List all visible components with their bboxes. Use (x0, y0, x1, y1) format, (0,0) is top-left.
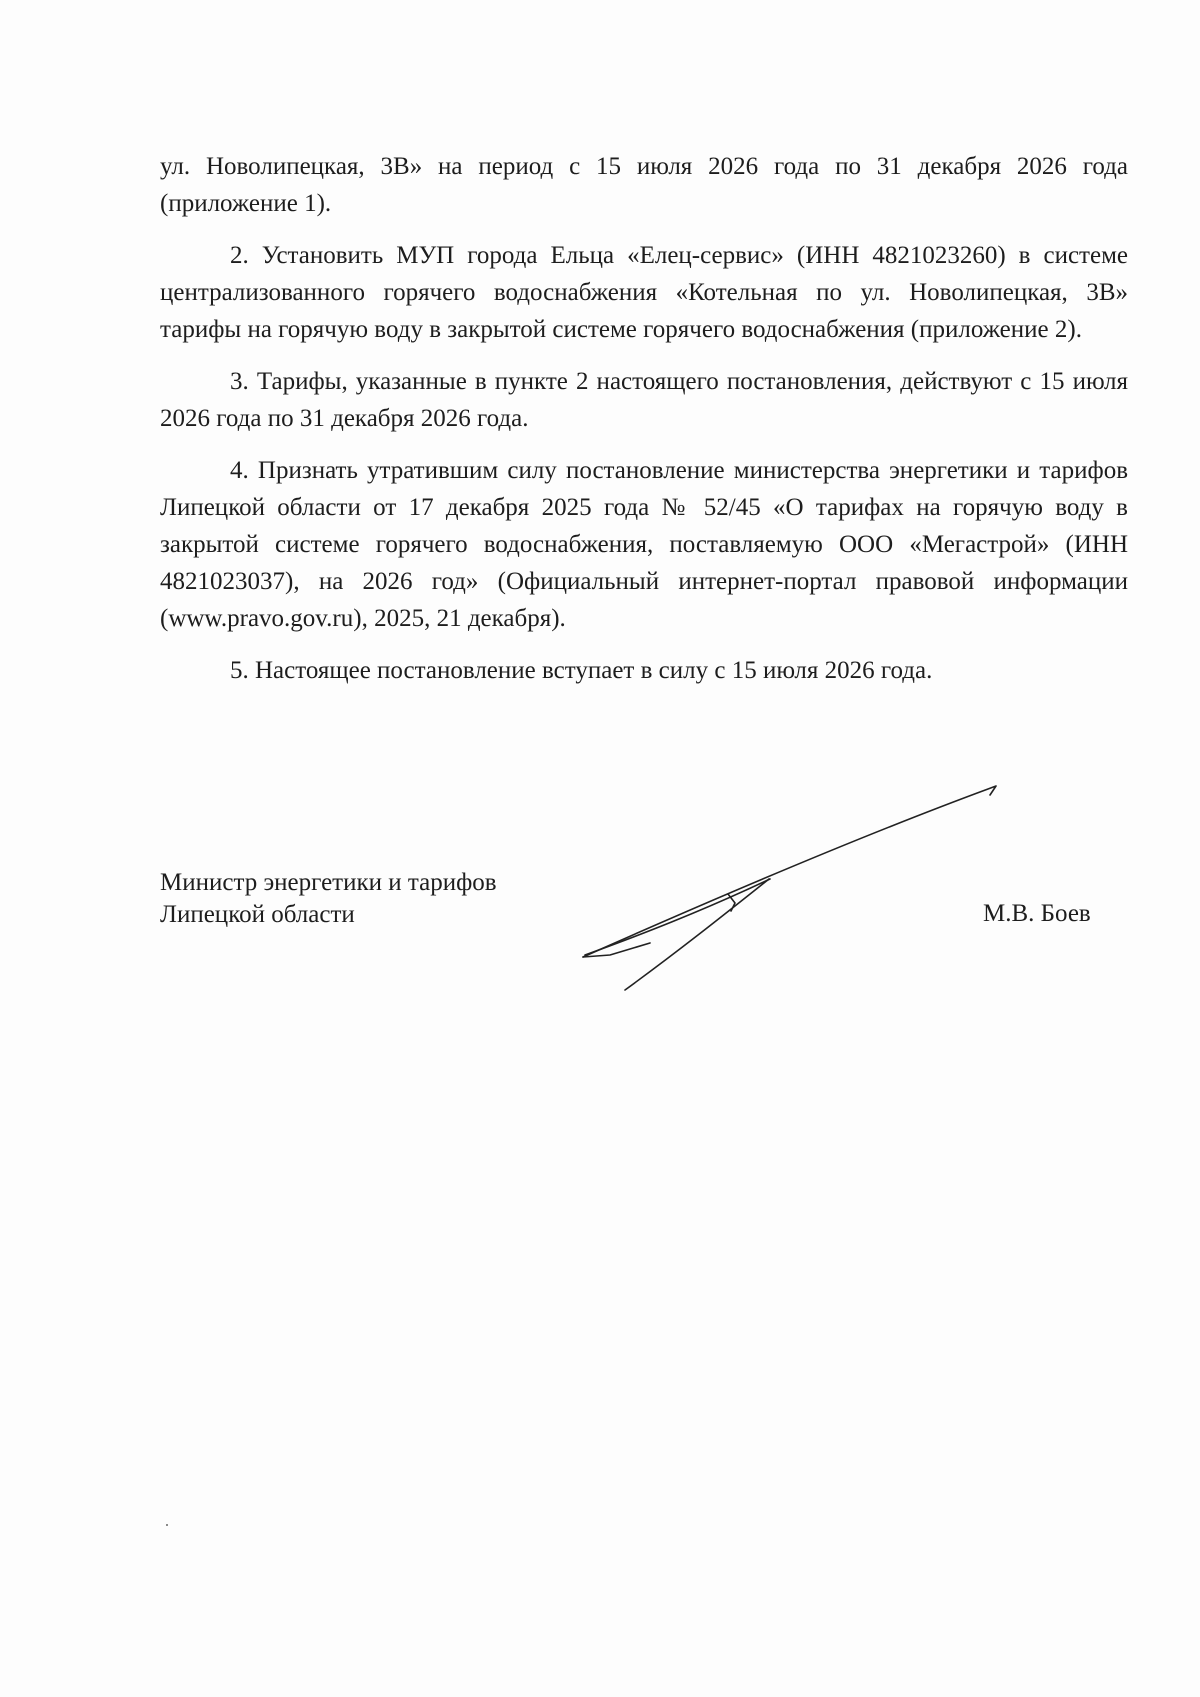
document-body (160, 148, 1128, 704)
signatory-position-line-2: Липецкой области (160, 901, 355, 928)
signatory-name: М.В. Боев (983, 900, 1091, 927)
paragraph-item-2: 2. Установить МУП города Ельца «Елец-сервис» (ИНН 4821023260) в системе централизованного горячего водоснабжения «Котельная по ул. Новолипецкая, 3В» тарифы на горячую воду в закрытой системе горячего водоснабжения (приложение 2). (160, 242, 1128, 343)
signatory-position (160, 867, 497, 931)
paragraph-continuation: ул. Новолипецкая, 3В» на период с 15 июля 2026 года по 31 декабря 2026 года (приложение 1). (160, 153, 1128, 217)
scan-speck (166, 1524, 168, 1526)
paragraph-item-4: 4. Признать утратившим силу постановление министерства энергетики и тарифов Липецкой области от 17 декабря 2025 года № 52/45 «О тарифах на горячую воду в закрытой системе горячего водоснабжения, поставляемую ООО «Мегастрой» (ИНН 4821023037), на 2026 год» (Официальный интернет-портал правовой информации (www.pravo.gov.ru), 2025, 21 декабря). (160, 457, 1128, 632)
paragraph-item-5: 5. Настоящее постановление вступает в силу с 15 июля 2026 года. (230, 657, 933, 684)
paragraph-item-3: 3. Тарифы, указанные в пункте 2 настоящего постановления, действуют с 15 июля 2026 года по 31 декабря 2026 года. (160, 368, 1128, 432)
signatory-position-line-1: Министр энергетики и тарифов (160, 869, 497, 896)
